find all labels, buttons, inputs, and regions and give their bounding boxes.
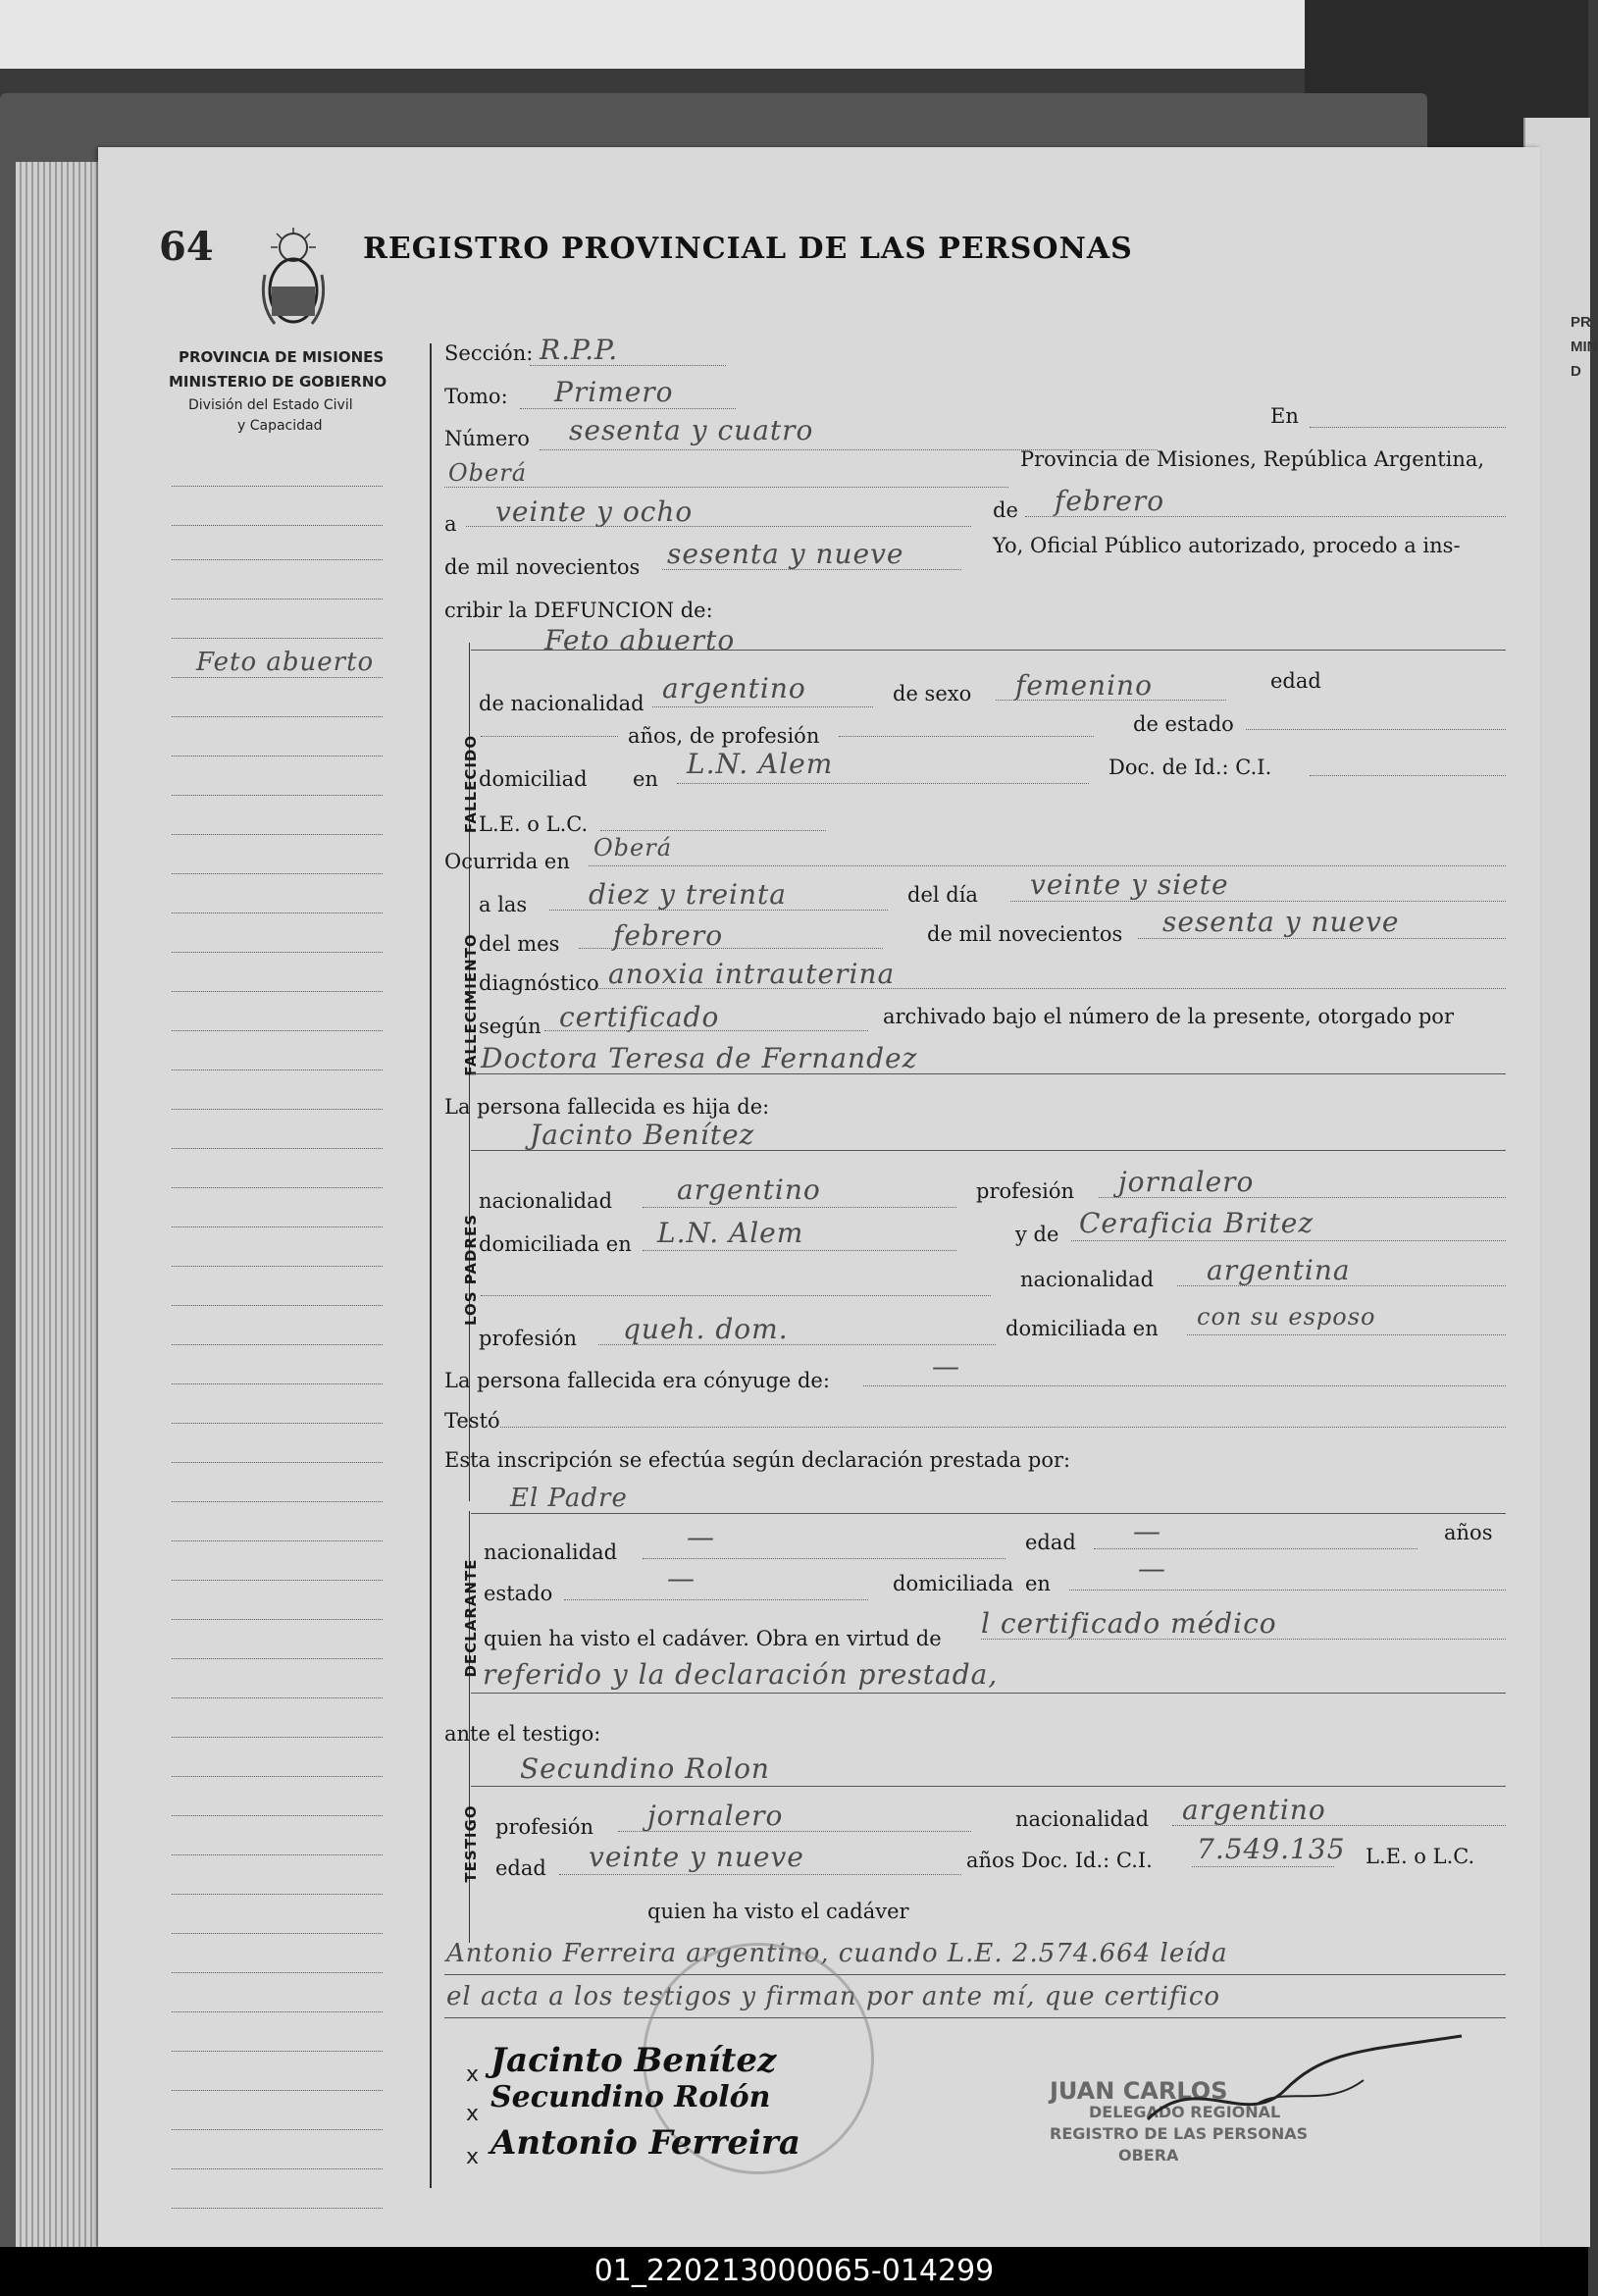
en-label: En: [1270, 404, 1299, 428]
numero-label: Número: [444, 427, 530, 450]
madre-nacionalidad-rule: [1177, 1285, 1506, 1286]
fallecimiento-del-mes-label: del mes: [479, 932, 560, 956]
testigo-profesion-label: profesión: [495, 1815, 593, 1839]
declarante-section-label: DECLARANTE: [462, 1558, 480, 1678]
fallecido-sexo-rule: [996, 700, 1226, 701]
tomo-value: Primero: [554, 376, 674, 408]
signature-2: Secundino Rolón: [490, 2080, 771, 2114]
padre-domiciliada-label: domiciliada en: [479, 1232, 632, 1256]
signature-3: Antonio Ferreira: [490, 2123, 800, 2163]
declarante-en-label: en: [1025, 1572, 1051, 1595]
madre-domicilio-label: domiciliada en: [1005, 1317, 1159, 1340]
tomo-rule: [520, 408, 736, 409]
declarante-obra-rule: [981, 1639, 1506, 1640]
segun-value: certificado: [559, 1001, 720, 1033]
fallecido-domiciliado-label: domiciliad: [479, 767, 588, 791]
madre-name-rule: [1071, 1240, 1506, 1241]
fallecido-le-label: L.E. o L.C.: [479, 812, 589, 836]
testigo-edad-label: edad: [495, 1856, 546, 1880]
testigo-doc: 7.549.135: [1197, 1833, 1346, 1865]
fallecido-doc-label: Doc. de Id.: C.I.: [1108, 756, 1272, 779]
madre-nacionalidad: argentina: [1207, 1254, 1351, 1286]
fallecido-en-label: en: [633, 767, 658, 791]
fallecido-section-label: FALLECIDO: [462, 734, 480, 834]
testigo-doc-rule: [1192, 1866, 1334, 1867]
declarante-obra-value2: referido y la declaración prestada,: [483, 1658, 999, 1691]
padre-domicilio-rule: [643, 1250, 956, 1251]
segun-label: según: [479, 1015, 541, 1038]
padre-name-rule: [471, 1150, 1506, 1151]
signature-marker-3: x: [466, 2145, 480, 2169]
official-stamp-city: OBERA: [1118, 2146, 1179, 2165]
declarante-anos-label: años: [1444, 1521, 1493, 1544]
register-page: [98, 147, 1540, 2247]
declarante-name-rule: [471, 1513, 1506, 1514]
archivado-text: archivado bajo el número de la presente, otorgado por: [883, 1005, 1454, 1028]
fallecido-doc-rule: [1310, 775, 1506, 776]
declarante-edad-label: edad: [1025, 1531, 1076, 1554]
seccion-rule: [530, 365, 726, 366]
padre-nacionalidad: argentino: [677, 1174, 821, 1206]
testigo-profesion-rule: [618, 1831, 971, 1832]
inscribir-text: cribir la DEFUNCION de:: [444, 599, 713, 622]
provincia-text: Provincia de Misiones, República Argentina,: [1020, 447, 1485, 471]
adjacent-page-fragment-3: D: [1571, 363, 1581, 380]
official-signature-scribble: [1138, 2031, 1471, 2149]
fallecido-edad-label: edad: [1270, 669, 1321, 693]
declarante-name: El Padre: [510, 1484, 628, 1513]
fallecido-name: Feto abuerto: [544, 624, 736, 656]
padre-name: Jacinto Benítez: [530, 1119, 755, 1151]
signature-marker-1: x: [466, 2062, 480, 2087]
madre-domicilio: con su esposo: [1197, 1303, 1376, 1331]
y-de-label: y de: [1015, 1223, 1059, 1246]
testigo-intro: ante el testigo:: [444, 1722, 601, 1746]
conyuge-label: La persona fallecida era cónyuge de:: [444, 1369, 830, 1392]
testigo-nacionalidad-label: nacionalidad: [1015, 1807, 1150, 1831]
seccion-label: Sección:: [444, 341, 534, 365]
fallecimiento-section-label: FALLECIMIENTO: [462, 933, 480, 1076]
a-label: a: [444, 512, 457, 536]
seccion-value: R.P.P.: [540, 334, 619, 366]
madre-name: Ceraficia Britez: [1079, 1207, 1314, 1239]
testigo-edad-rule: [559, 1874, 961, 1875]
fallecido-domicilio: L.N. Alem: [687, 748, 834, 780]
declarante-estado-label: estado: [484, 1582, 553, 1605]
fallecido-anos-rule: [481, 736, 618, 737]
signature-marker-2: x: [466, 2102, 480, 2126]
registry-title: REGISTRO PROVINCIAL DE LAS PERSONAS: [363, 232, 1133, 266]
fallecimiento-a-las-label: a las: [479, 893, 528, 916]
declarante-obra-rule2: [471, 1693, 1506, 1694]
fallecido-profesion-rule: [839, 736, 1094, 737]
madre-domicilio-rule: [1187, 1334, 1506, 1335]
closing-line1: Antonio Ferreira argentino, cuando L.E. 2.574.664 leída: [446, 1939, 1228, 1968]
declarante-estado: —: [667, 1562, 696, 1594]
fallecimiento-anio-rule: [1138, 938, 1506, 939]
testigo-doc-label: años Doc. Id.: C.I.: [966, 1849, 1153, 1872]
testigo-section-label: TESTIGO: [462, 1804, 480, 1883]
fallecimiento-del-dia-label: del día: [907, 883, 978, 907]
padre-profesion-rule: [1099, 1197, 1506, 1198]
padre-nacionalidad-label: nacionalidad: [479, 1189, 613, 1213]
margin-note: Feto abuerto: [196, 648, 375, 677]
fallecimiento-mes-rule: [579, 948, 883, 949]
fallecido-domicilio-rule: [677, 783, 1089, 784]
testigo-le-label: L.E. o L.C.: [1366, 1845, 1475, 1868]
year-rule: [662, 569, 961, 570]
city-value: Oberá: [448, 459, 528, 487]
testigo-profesion: jornalero: [647, 1800, 784, 1832]
madre-profesion-label: profesión: [479, 1327, 577, 1350]
padres-blank-rule: [481, 1295, 991, 1296]
fallecido-nacionalidad-label: de nacionalidad: [479, 692, 644, 715]
ocurrida-label: Ocurrida en: [444, 850, 570, 873]
declarante-visto-text: quien ha visto el cadáver. Obra en virtud de: [484, 1627, 942, 1650]
testo-rule: [500, 1427, 1506, 1428]
fallecido-estado-rule: [1246, 729, 1506, 730]
declarante-domiciliada-label: domiciliada: [893, 1572, 1014, 1595]
declarante-domicilio: —: [1138, 1552, 1166, 1585]
signature-1: Jacinto Benítez: [490, 2041, 777, 2080]
fallecimiento-anio: sesenta y nueve: [1162, 906, 1400, 938]
fallecido-sexo-label: de sexo: [893, 682, 972, 705]
day-value: veinte y ocho: [495, 496, 694, 528]
month-rule: [1025, 516, 1506, 517]
page-number: 64: [159, 224, 214, 270]
declarante-nacionalidad-rule: [643, 1558, 1005, 1559]
closing-rule2: [444, 2017, 1506, 2018]
mil-label: de mil novecientos: [444, 555, 641, 579]
province-label: PROVINCIA DE MISIONES: [179, 348, 385, 366]
footer-id: 01_220213000065-014299: [0, 2247, 1588, 2296]
declarante-edad: —: [1133, 1515, 1161, 1547]
fallecido-estado-label: de estado: [1133, 712, 1234, 736]
de-label: de: [993, 498, 1018, 522]
month-value: febrero: [1055, 485, 1165, 517]
top-paper-sheet: [0, 0, 1305, 69]
diagnostico-value: anoxia intrauterina: [608, 958, 896, 990]
capacity-label: y Capacidad: [237, 418, 323, 434]
testigo-edad: veinte y nueve: [589, 1841, 804, 1873]
padre-profesion-label: profesión: [976, 1179, 1074, 1203]
declarante-domicilio-rule: [1069, 1590, 1506, 1591]
segun-rule: [544, 1030, 868, 1031]
declarante-intro: Esta inscripción se efectúa según declaración prestada por:: [444, 1448, 1071, 1472]
declarante-nacionalidad: —: [687, 1521, 715, 1553]
year-value: sesenta y nueve: [667, 538, 904, 570]
diagnostico-rule: [598, 988, 1506, 989]
en-rule: [1310, 427, 1506, 428]
fallecido-le-rule: [600, 830, 826, 831]
madre-profesion-rule: [598, 1344, 996, 1345]
fallecimiento-mes: febrero: [613, 919, 724, 952]
padre-nacionalidad-rule: [643, 1207, 956, 1208]
madre-profesion: queh. dom.: [623, 1313, 789, 1345]
oficial-text: Yo, Oficial Público autorizado, procedo a ins-: [993, 534, 1461, 557]
fallecido-nacionalidad: argentino: [662, 672, 806, 704]
official-stamp-registry: REGISTRO DE LAS PERSONAS: [1050, 2124, 1309, 2143]
testigo-name-rule: [471, 1786, 1506, 1787]
official-stamp-title: DELEGADO REGIONAL: [1089, 2103, 1281, 2121]
declarante-edad-rule: [1094, 1548, 1418, 1549]
fallecimiento-mil-label: de mil novecientos: [927, 922, 1123, 946]
doctor-rule: [471, 1073, 1506, 1074]
fallecimiento-dia-rule: [1010, 901, 1506, 902]
madre-nacionalidad-label: nacionalidad: [1020, 1268, 1155, 1291]
ocurrida-rule: [589, 865, 1506, 866]
tomo-label: Tomo:: [444, 385, 508, 408]
numero-value: sesenta y cuatro: [569, 414, 814, 446]
fallecimiento-hora: diez y treinta: [589, 878, 787, 911]
fallecido-name-rule: [471, 650, 1506, 651]
declarante-obra-value: l certificado médico: [981, 1607, 1277, 1640]
testo-label: Testó: [444, 1409, 500, 1433]
closing-rule1: [444, 1974, 1506, 1975]
padres-section-label: LOS PADRES: [462, 1213, 480, 1327]
official-stamp-name: JUAN CARLOS: [1050, 2077, 1228, 2105]
fallecimiento-dia: veinte y siete: [1030, 868, 1229, 901]
conyuge-rule: [863, 1385, 1506, 1386]
padre-profesion: jornalero: [1118, 1166, 1255, 1198]
ocurrida-value: Oberá: [593, 834, 673, 861]
fallecido-nacionalidad-rule: [652, 706, 873, 707]
testigo-nacionalidad: argentino: [1182, 1794, 1326, 1826]
diagnostico-label: diagnóstico: [479, 971, 599, 995]
fallecido-sexo: femenino: [1015, 669, 1153, 702]
doctor-value: Doctora Teresa de Fernandez: [481, 1042, 918, 1074]
fallecido-anos-label: años, de profesión: [628, 724, 820, 748]
coat-of-arms-icon: [255, 226, 332, 336]
division-label: División del Estado Civil: [188, 397, 353, 413]
testigo-name: Secundino Rolon: [520, 1752, 770, 1785]
testigo-nacionalidad-rule: [1172, 1825, 1506, 1826]
fallecimiento-hora-rule: [549, 910, 888, 911]
closing-line2: el acta a los testigos y firman por ante mí, que certifico: [446, 1982, 1221, 2011]
adjacent-page-fragment-2: MIN: [1571, 339, 1598, 355]
city-rule: [444, 487, 1008, 488]
conyuge-value: —: [932, 1350, 960, 1383]
testigo-visto-text: quien ha visto el cadáver: [647, 1900, 909, 1923]
declarante-nacionalidad-label: nacionalidad: [484, 1540, 618, 1564]
padre-domicilio: L.N. Alem: [657, 1217, 804, 1249]
main-vertical-rule: [430, 343, 432, 2188]
padres-intro: La persona fallecida es hija de:: [444, 1095, 770, 1119]
day-rule: [466, 526, 971, 527]
ministry-label: MINISTERIO DE GOBIERNO: [169, 373, 387, 391]
declarante-estado-rule: [564, 1599, 868, 1600]
adjacent-page-fragment-1: PR: [1571, 314, 1591, 331]
